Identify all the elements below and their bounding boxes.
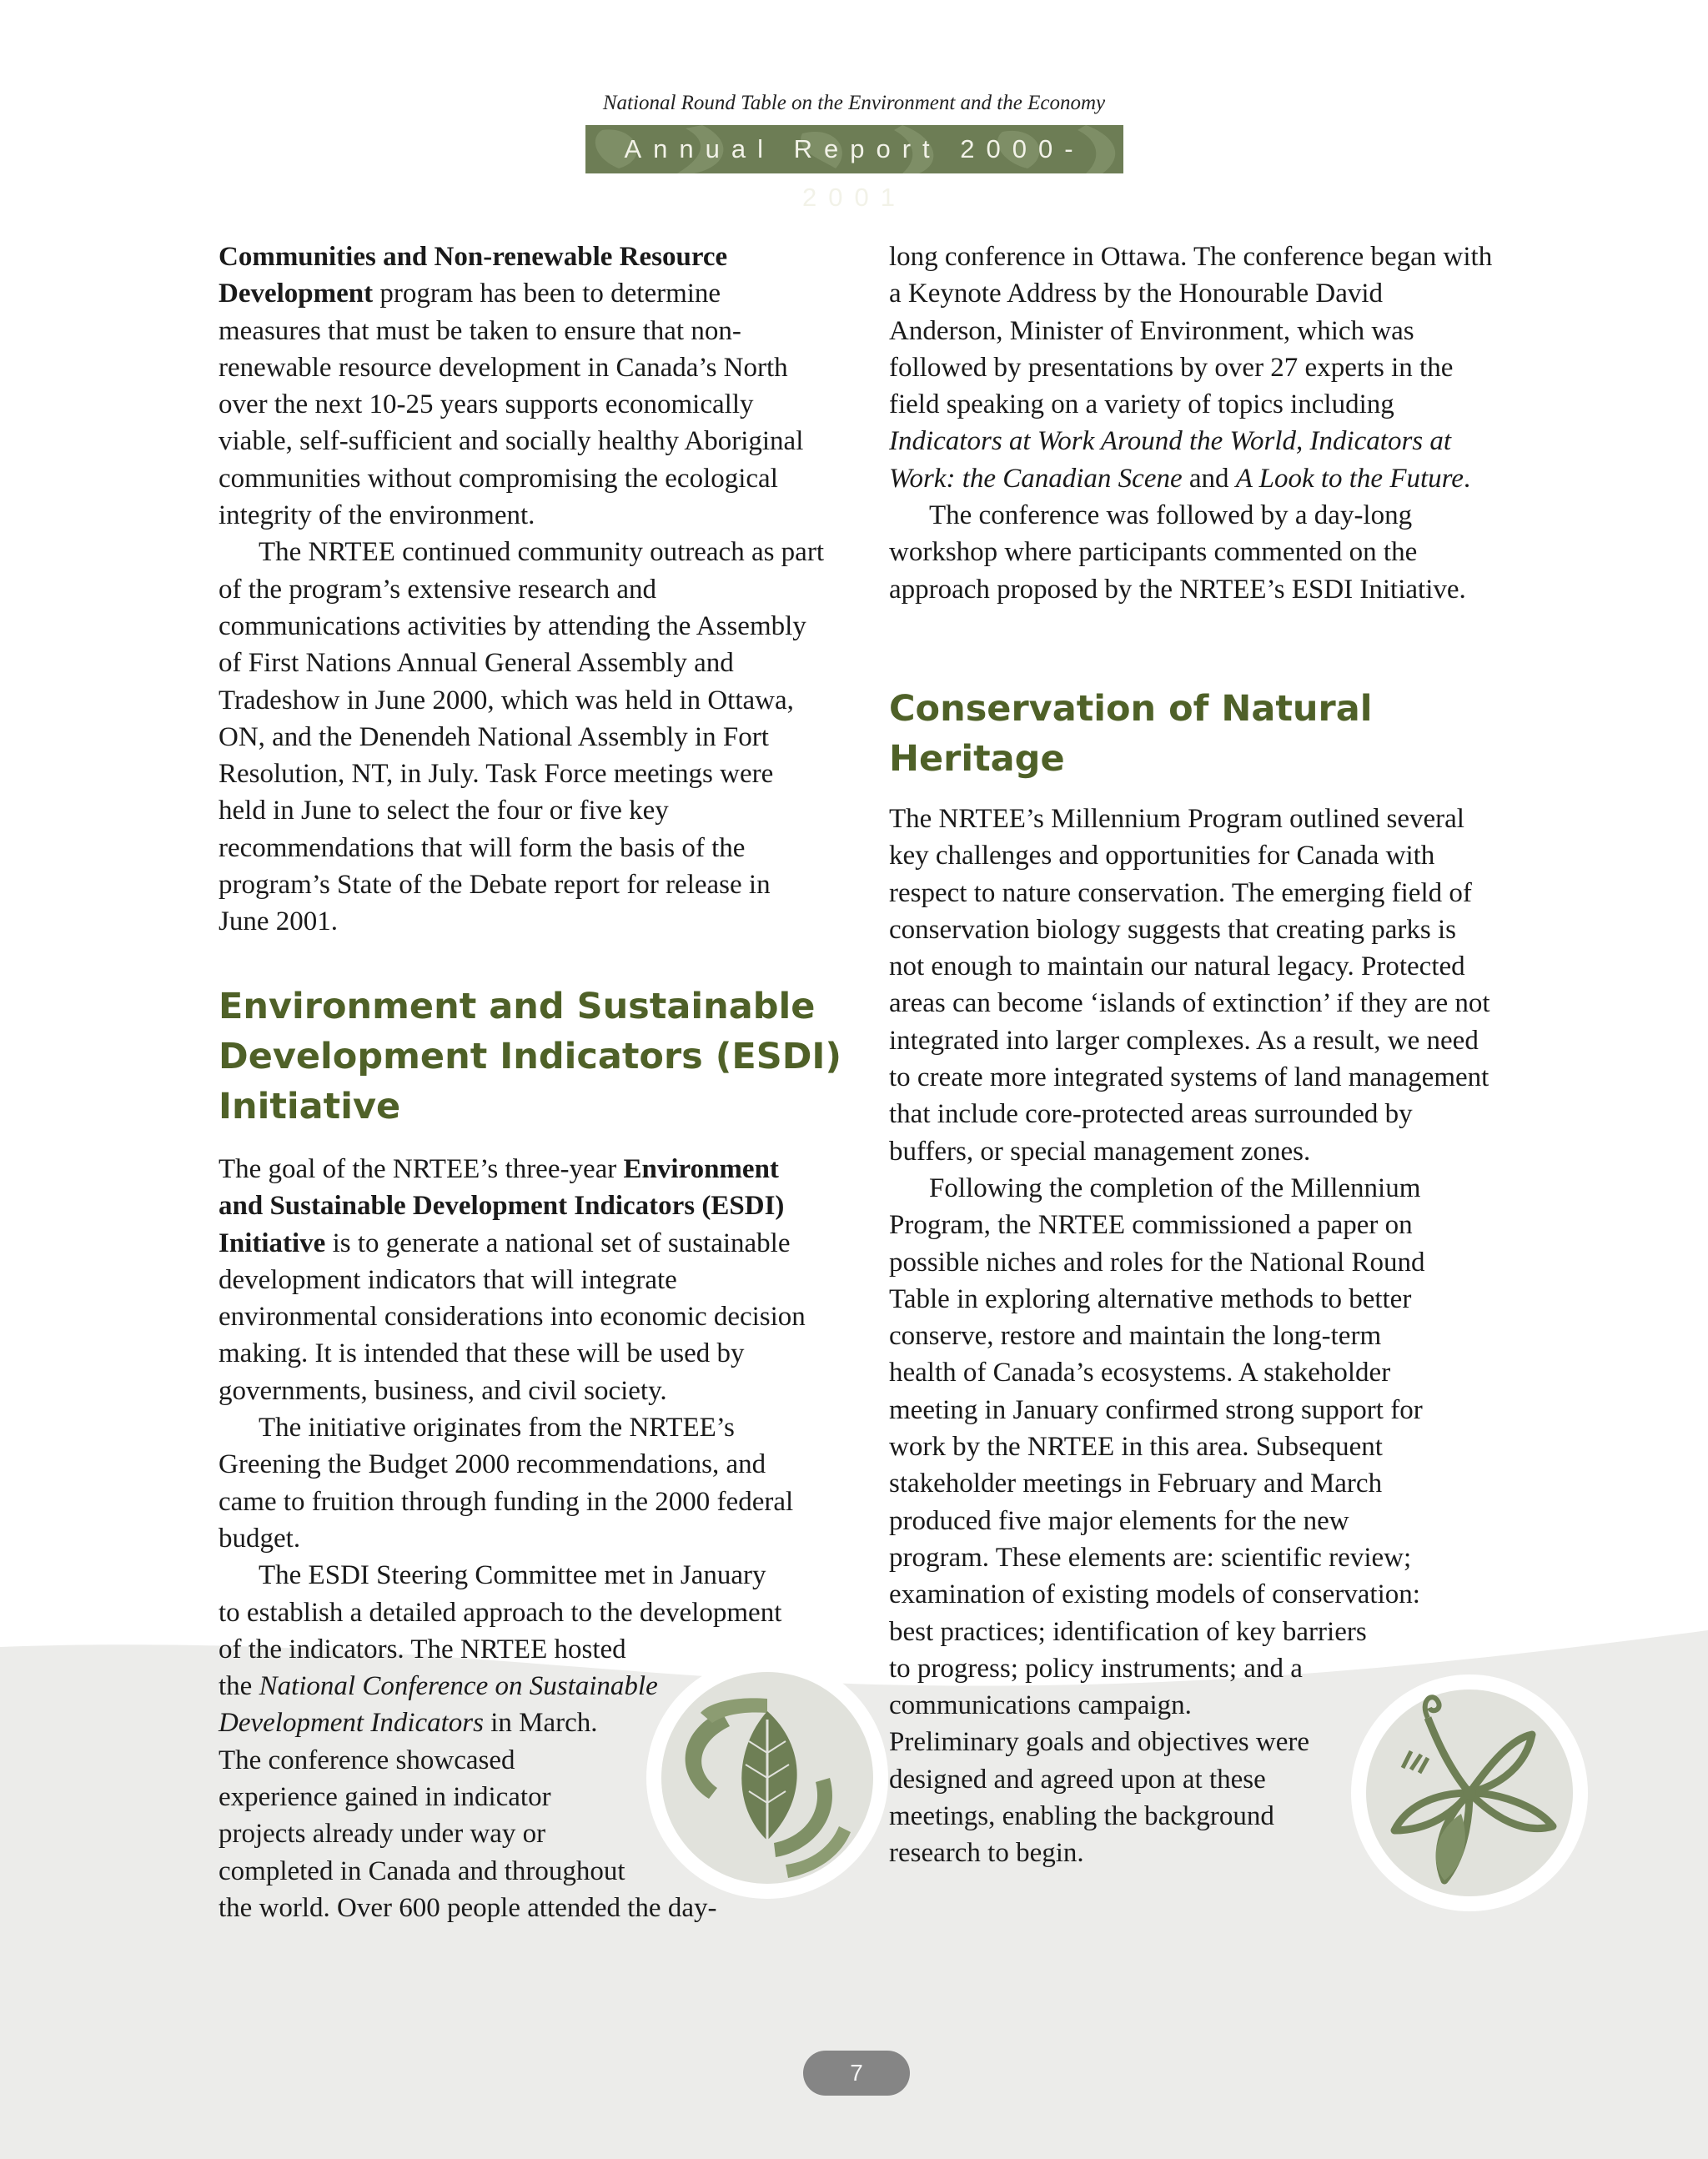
paragraph-text: is to generate a national set of sustainable development indicators that will integrate environmental considerations into economic decision making. It is intended that these will be used by governments, business, and civil society. [219, 1228, 806, 1406]
topic-titles-italic: Indicators at Work Around the World, Indicators at Work: the Canadian Scene [889, 426, 1452, 494]
text-line: of the indicators. The NRTEE hosted [219, 1634, 626, 1664]
text-line: Program, the NRTEE commissioned a paper on [889, 1210, 1413, 1241]
paragraph-text: The goal of the NRTEE’s three-year [219, 1154, 624, 1184]
text-line: best practices; identification of key barriers [889, 1616, 1367, 1647]
paragraph-communities [219, 238, 827, 534]
text-line: to progress; policy instruments; and a [889, 1653, 1303, 1684]
text-line: meetings, enabling the background [889, 1801, 1274, 1832]
text-line: communications campaign. [889, 1690, 1192, 1721]
text-span: the [219, 1671, 259, 1702]
text-line: examination of existing models of conservation: [889, 1579, 1420, 1610]
left-column [219, 238, 827, 941]
text-line: work by the NRTEE in this area. Subsequent [889, 1432, 1383, 1463]
paragraph-stakeholders [889, 1170, 1498, 1872]
text-line [219, 1668, 827, 1705]
paragraph-outreach: The NRTEE continued community outreach as part of the program’s extensive research and communications activities by attending the Assembly of First Nations Annual General Assembly and Tradeshow in June 2000, which was held in Ottawa, ON, and the Denendeh National Assembly in Fort Resolution, NT, in July. Task Force meetings were held in June to select the four or five key recommendations that will form the basis of the program’s State of the Debate report for release in June 2001. [219, 537, 824, 937]
conservation-section-body [889, 801, 1498, 1872]
text-line: research to begin. [889, 1838, 1084, 1869]
paragraph-workshop: The conference was followed by a day-long workshop where participants commented on the approach proposed by the NRTEE’s ESDI Initiative. [889, 500, 1466, 605]
text-line: produced five major elements for the new [889, 1505, 1349, 1536]
text-line: projects already under way or [219, 1819, 546, 1850]
text-line: Table in exploring alternative methods to better [889, 1283, 1412, 1314]
text-line: The ESDI Steering Committee met in January [259, 1560, 766, 1591]
conservation-section-heading: Conservation of Natural Heritage [889, 688, 1373, 780]
text-line: stakeholder meetings in February and March [889, 1469, 1383, 1499]
page-number: 7 [803, 2051, 910, 2096]
paragraph-text: and [1182, 463, 1236, 494]
text-line: possible niches and roles for the National Round [889, 1247, 1425, 1278]
organization-title: National Round Table on the Environment and the Economy [602, 92, 1106, 114]
initiative-name-bold: Environment and Sustainable Development Indicators (ESDI) Initiative [219, 1154, 785, 1258]
text-line: Preliminary goals and objectives were [889, 1727, 1310, 1758]
text-line [219, 1705, 827, 1741]
esdi-section-heading: Environment and Sustainable Development Indicators (ESDI) Initiative [219, 986, 842, 1127]
paragraph-text: . [1463, 463, 1471, 494]
conference-title-italic: Development Indicators [219, 1708, 484, 1739]
paragraph-esdi-committee [219, 1557, 827, 1926]
text-line: the world. Over 600 people attended the day- [219, 1892, 717, 1923]
report-band [585, 125, 1123, 212]
paragraph-esdi-origin: The initiative originates from the NRTEE’s Greening the Budget 2000 recommendations, and came to fruition through funding in the 2000 federal budget. [219, 1413, 794, 1554]
text-line: designed and agreed upon at these [889, 1764, 1266, 1795]
paragraph-esdi-goal [219, 1151, 827, 1409]
text-line: to establish a detailed approach to the development [219, 1597, 782, 1628]
text-line: conserve, restore and maintain the long-term [889, 1321, 1382, 1352]
paragraph-millennium: The NRTEE’s Millennium Program outlined several key challenges and opportunities for Canada with respect to nature conservation. The emerging field of conservation biology suggests that creating parks is not enough to maintain our natural legacy. Protected areas can become ‘islands of extinction’ if they are not integrated into larger complexes. As a result, we need to create more integrated systems of land management that include core-protected areas surrounded by buffers, or special management zones. [889, 804, 1490, 1167]
text-line: The conference showcased [219, 1745, 515, 1775]
text-line: Following the completion of the Millennium [929, 1172, 1421, 1203]
text-span: in March. [484, 1708, 598, 1739]
paragraph-conference [889, 238, 1498, 497]
text-line: experience gained in indicator [219, 1782, 551, 1813]
esdi-section-body [219, 1151, 827, 1926]
topic-title-italic: A Look to the Future [1235, 463, 1464, 494]
conference-title-italic: National Conference on Sustainable [259, 1671, 658, 1702]
paragraph-text: long conference in Ottawa. The conference began with a Keynote Address by the Honourable David Anderson, Minister of Environment, which was followed by presentations by over 27 experts in the field speaking on a variety of topics including [889, 242, 1493, 420]
paragraph-text: program has been to determine measures that must be taken to ensure that non-renewable resource development in Canada’s North over the next 10-25 years supports economically viable, self-sufficient and socially healthy Aboriginal communities without compromising the ecological integrity of the environment. [219, 279, 804, 531]
text-line: completed in Canada and throughout [219, 1855, 625, 1886]
report-band-label: Annual Report 2000-2001 [624, 134, 1085, 212]
text-line: health of Canada’s ecosystems. A stakeholder [889, 1358, 1391, 1388]
right-column [889, 238, 1498, 608]
text-line: meeting in January confirmed strong support for [889, 1394, 1423, 1425]
text-line: program. These elements are: scientific review; [889, 1542, 1412, 1573]
program-name-bold: Communities and Non-renewable Resource Development [219, 242, 728, 309]
